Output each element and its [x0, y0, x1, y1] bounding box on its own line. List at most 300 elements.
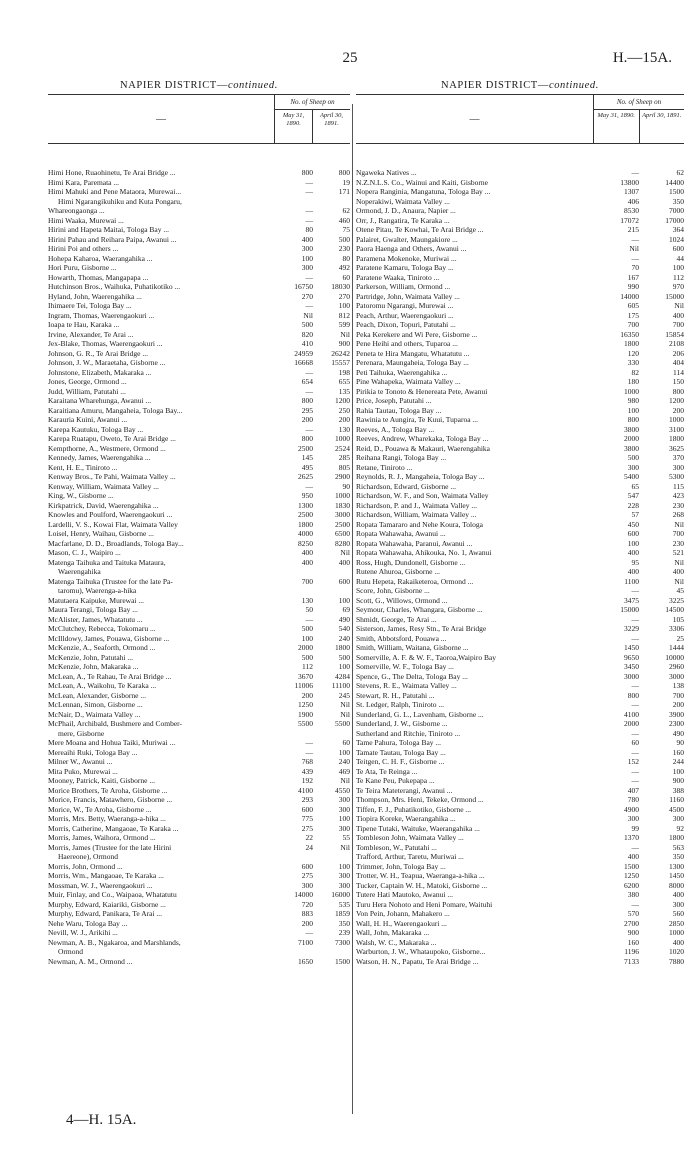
table-row [356, 700, 684, 710]
table-row [356, 263, 684, 273]
sheep-1891 [313, 852, 350, 862]
left-table-body [48, 168, 350, 966]
table-row [356, 567, 684, 577]
sheep-1891: 11100 [331, 681, 350, 690]
owner-name: Somerville, A. F. & W. F., Taoroa,Waipiro Bay [356, 652, 497, 662]
sheep-1890: — [305, 928, 313, 937]
sheep-1891: 5500 [335, 719, 350, 728]
owner-name: Watson, H. N., Papatu, Te Arai Bridge ... [356, 956, 479, 966]
table-row [356, 463, 684, 473]
owner-name: Johnson, G. R., Te Arai Bridge ... [48, 348, 148, 358]
owner-name: Kent, H. E., Tiniroto ... [48, 462, 118, 472]
table-row [48, 358, 350, 368]
sheep-1891: 3900 [669, 709, 684, 719]
sheep-1890: 1900 [298, 709, 313, 719]
sheep-1890: 1500 [624, 861, 639, 871]
owner-name: Ropata Wahawaha, Paranui, Awanui ... [356, 538, 473, 548]
sheep-1890: — [631, 253, 639, 263]
sheep-1890: 1196 [624, 947, 639, 956]
sheep-1891: 300 [338, 871, 350, 880]
sheep-1891: 6500 [335, 529, 350, 538]
sheep-1890: 700 [301, 576, 313, 586]
sheep-1891: 200 [672, 405, 684, 415]
owner-name: Nopera Ranginia, Mangatuna, Tologa Bay ... [356, 187, 491, 196]
sheep-1891: 1830 [335, 500, 350, 510]
table-row [48, 843, 350, 853]
sheep-1890: — [305, 481, 313, 491]
sheep-1890: 768 [301, 757, 313, 766]
sheep-1891: 90 [676, 738, 684, 747]
sheep-1890: 1250 [624, 871, 639, 880]
sheep-1891: Nil [340, 776, 350, 785]
owner-name: Tipene Tutaki, Waituke, Waerangahika ... [356, 823, 480, 833]
owner-name: McNair, D., Waimata Valley ... [48, 709, 141, 719]
table-row [48, 558, 350, 568]
sheep-1891: 1200 [335, 396, 350, 405]
table-row [356, 729, 684, 739]
sheep-1890: 100 [301, 633, 313, 643]
owner-name: Tiffen, F. J., Puhatikotiko, Gisborne ... [356, 804, 472, 814]
sheep-1891: 100 [338, 301, 350, 310]
sheep-1891: 1200 [669, 396, 684, 405]
owner-name: Judd, William, Patutahi ... [48, 386, 126, 396]
sheep-1890: 1800 [298, 519, 313, 529]
left-table-header [48, 94, 350, 144]
table-row [356, 710, 684, 720]
sheep-1890: — [305, 738, 313, 747]
sheep-1890: 2000 [624, 434, 639, 443]
owner-name: Morris, Mrs. Betty, Waeranga-a-hika ... [48, 814, 166, 823]
sheep-1890: — [305, 386, 313, 396]
sheep-1891: 230 [672, 538, 684, 548]
owner-name: Shmidt, George, Te Arai ... [356, 614, 437, 624]
sheep-1891: Nil [340, 700, 350, 709]
owner-name: St. Ledger, Ralph, Tiniroto ... [356, 700, 445, 709]
sheep-1890: 275 [301, 823, 313, 833]
owner-name: Macfarlane, D. D., Broadlands, Tologa Bay... [48, 538, 184, 548]
sheep-1890: 720 [301, 899, 313, 909]
owner-name: Loisel, Henry, Waihau, Gisborne ... [48, 529, 154, 538]
sheep-1891: 3000 [669, 671, 684, 681]
sheep-1890: 2000 [624, 719, 639, 728]
owner-name: Mereaihi Ruki, Tologa Bay ... [48, 747, 138, 757]
sheep-1891: 115 [673, 481, 684, 491]
sheep-1890: — [305, 614, 313, 624]
owner-name: Murphy, Edward, Panikara, Te Arai ... [48, 909, 163, 918]
table-row [48, 425, 350, 435]
sheep-1890: 2500 [298, 510, 313, 519]
sheep-1891: 350 [338, 918, 350, 928]
sheep-1891: 200 [338, 415, 350, 424]
owner-name: Seymour, Charles, Whangara, Gisborne ... [356, 605, 483, 614]
table-row [356, 244, 684, 254]
sheep-1890: — [631, 586, 639, 595]
sheep-1890: 293 [301, 795, 313, 804]
sheep-1890: 14000 [620, 291, 639, 301]
left-name-column-header: — [156, 113, 166, 125]
sheep-1890: 330 [627, 358, 639, 367]
sheep-1891: 2960 [669, 662, 684, 671]
table-row [356, 415, 684, 425]
table-row [48, 710, 350, 720]
owner-name: Tiopira Koreke, Waerangahika ... [356, 814, 456, 823]
owner-name: Morris, James (Trustee for the late Hirini [48, 842, 172, 852]
sheep-1891: 4550 [335, 785, 350, 795]
sheep-1890: 406 [627, 196, 639, 206]
sheep-1891: 1000 [669, 415, 684, 424]
owner-name: Morice Brothers, Te Aroha, Gisborne ... [48, 785, 168, 795]
owner-name: Price, Joseph, Patutahi ... [356, 396, 432, 405]
sheep-1890: — [631, 234, 639, 244]
sheep-1890: — [631, 700, 639, 709]
owner-name: Reynolds, R. J., Mangaheia, Tologa Bay ... [356, 472, 485, 481]
sheep-1890: 50 [305, 605, 313, 614]
owner-name: Karaitana Wharehunga, Awanui ... [48, 396, 152, 405]
sheep-1890: 1370 [624, 833, 639, 842]
sheep-1890: — [305, 177, 313, 187]
table-row [356, 235, 684, 245]
owner-name: Karaitiana Amuru, Mangaheia, Tologa Bay... [48, 405, 183, 415]
sheep-1890: 15000 [620, 605, 639, 614]
table-row [356, 349, 684, 359]
table-row [356, 216, 684, 226]
sheep-1891: 18030 [331, 282, 350, 291]
sheep-1890: — [305, 747, 313, 757]
left-date-1891: April 30, 1891. [312, 110, 350, 143]
sheep-1891: 1500 [669, 187, 684, 196]
owner-name: Mita Puko, Murewai ... [48, 766, 118, 776]
table-row [48, 406, 350, 416]
sheep-1891: 240 [338, 633, 350, 643]
sheep-1891: 300 [672, 462, 684, 472]
table-row [356, 273, 684, 283]
owner-name: Partridge, John, Waimata Valley ... [356, 291, 460, 301]
sheep-1891: 563 [672, 842, 684, 852]
table-row [48, 738, 350, 748]
table-row [356, 168, 684, 178]
table-row [356, 776, 684, 786]
table-row [356, 330, 684, 340]
table-row [356, 406, 684, 416]
sheep-1891: 138 [672, 681, 684, 690]
table-row [356, 757, 684, 767]
sheep-1891: 600 [338, 576, 350, 586]
sheep-1890: 160 [627, 937, 639, 947]
sheep-1890: 14000 [294, 890, 313, 899]
sheep-1891 [313, 586, 350, 596]
sheep-1891: 540 [338, 624, 350, 633]
owner-name: Peach, Dixon, Topuri, Patutahi ... [356, 320, 456, 329]
owner-name: N.Z.N.L.S. Co., Wainui and Kaiti, Gisborne [356, 177, 488, 187]
owner-name: Ioapa te Hau, Karaka ... [48, 320, 120, 329]
owner-name: Ihimaere Tei, Tologa Bay ... [48, 301, 132, 310]
table-row [48, 928, 350, 938]
sheep-1890: 3229 [624, 624, 639, 633]
owner-name: Tame Pahura, Tologa Bay ... [356, 738, 442, 747]
sheep-1890: 8250 [298, 538, 313, 548]
sheep-1890: 4100 [298, 785, 313, 795]
sheep-1890: 175 [627, 310, 639, 320]
sheep-1891: 300 [672, 899, 684, 909]
owner-name: Kirkpatrick, David, Waerengahika ... [48, 500, 159, 510]
table-row [48, 909, 350, 919]
sheep-1891: 1450 [669, 871, 684, 880]
table-row [48, 368, 350, 378]
table-row [356, 197, 684, 207]
sheep-1891: 370 [672, 453, 684, 462]
owner-name: Newman, A. B., Ngakaroa, and Marshlands, [48, 937, 181, 947]
table-row [48, 900, 350, 910]
sheep-1890: — [631, 614, 639, 624]
sheep-1890: — [631, 633, 639, 643]
sheep-1891: Nil [340, 842, 350, 852]
owner-name: Mooney, Patrick, Kaiti, Gisborne ... [48, 776, 155, 785]
owner-name: Trotter, W. H., Teapua, Waeranga-a-hika ... [356, 871, 485, 880]
sheep-1890 [276, 852, 313, 862]
owner-name: Ross, Hugh, Dundonell, Gisborne ... [356, 557, 466, 567]
sheep-1891: 400 [672, 310, 684, 320]
sheep-1891: 492 [338, 263, 350, 272]
sheep-1891: 400 [672, 937, 684, 947]
sheep-1890: — [305, 206, 313, 215]
sheep-1891: 800 [338, 168, 350, 177]
table-row [356, 529, 684, 539]
owner-name: Haereone), Ormond [58, 852, 118, 861]
sheep-1891: 3625 [669, 443, 684, 453]
sheep-1891: 60 [342, 738, 350, 747]
table-row [48, 653, 350, 663]
sheep-1891: 1859 [335, 909, 350, 918]
table-row [48, 320, 350, 330]
owner-name: Ormond, J. D., Anaura, Napier ... [356, 206, 456, 215]
sheep-1890: 400 [627, 567, 639, 576]
owner-name: Johnstone, Elizabeth, Makaraka ... [48, 367, 152, 377]
sheep-1890: 380 [627, 890, 639, 899]
sheep-1891: 17000 [665, 215, 684, 225]
table-row [48, 225, 350, 235]
owner-name: Nehe Waru, Tologa Bay ... [48, 918, 128, 928]
sheep-1890: 775 [301, 814, 313, 823]
owner-name: Irvine, Alexander, Te Arai ... [48, 329, 134, 339]
sheep-1890: 60 [631, 738, 639, 747]
sheep-1890: 100 [301, 253, 313, 263]
sheep-1891: 805 [338, 462, 350, 472]
sheep-1890: 570 [627, 909, 639, 918]
sheep-1891: 200 [672, 700, 684, 709]
left-date-1890: May 31, 1890. [282, 112, 305, 127]
sheep-1890 [276, 729, 313, 739]
document-reference: H.—15A. [612, 50, 672, 66]
table-row [48, 795, 350, 805]
table-row [48, 586, 350, 596]
sheep-1890: 1250 [298, 700, 313, 709]
sheep-1890: 400 [301, 234, 313, 244]
table-row [356, 510, 684, 520]
owner-name: McAlister, James, Whatatutu ... [48, 614, 143, 624]
owner-name: Mason, C. J., Waipiro ... [48, 548, 121, 557]
sheep-1891: 1020 [669, 947, 684, 956]
owner-name: Stewart, R. H., Patutahi ... [356, 690, 435, 700]
owner-name: Paratene Waaka, Tiniroto ... [356, 272, 440, 282]
sheep-1891: 8000 [669, 880, 684, 890]
sheep-1891: 3000 [335, 510, 350, 519]
table-row [356, 881, 684, 891]
table-row [356, 938, 684, 948]
sheep-1890: 4000 [298, 529, 313, 538]
right-title-suffix: continued. [548, 80, 599, 91]
sheep-1891: 4500 [669, 804, 684, 814]
sheep-1890: 300 [301, 263, 313, 272]
sheep-1890: 70 [631, 263, 639, 272]
table-row [48, 216, 350, 226]
sheep-1890: 450 [627, 519, 639, 529]
sheep-1890: 2625 [298, 472, 313, 481]
sheep-1891: 100 [672, 263, 684, 272]
sheep-1890: — [631, 842, 639, 852]
sheep-1891: 10000 [665, 652, 684, 662]
sheep-1890: 16750 [294, 282, 313, 291]
table-row [356, 187, 684, 197]
owner-name: Pine Wahapeka, Waimata Valley ... [356, 377, 461, 386]
table-row [356, 928, 684, 938]
sheep-1890: 820 [301, 329, 313, 339]
owner-name: Himi Ngarangikuhiku and Kuta Pongaru, [58, 196, 182, 206]
sheep-1890: 112 [302, 662, 313, 671]
owner-name: mere, Gisborne [58, 728, 105, 738]
sheep-1890: 5500 [298, 719, 313, 728]
owner-name: Pirikia te Tonoto & Henereata Pete, Awanui [356, 386, 488, 396]
table-row [356, 909, 684, 919]
sheep-1890: 99 [631, 823, 639, 833]
sheep-1890: 215 [627, 225, 639, 234]
sheep-1891: 245 [338, 690, 350, 700]
owner-name: Morris, John, Ormond ... [48, 861, 123, 871]
owner-name: McLean, A., Te Rahau, Te Arai Bridge ... [48, 671, 172, 681]
table-row [356, 957, 684, 967]
owner-name: Otene Pitau, Te Kowhai, Te Arai Bridge ... [356, 225, 484, 234]
table-row [48, 748, 350, 758]
table-row [48, 539, 350, 549]
sheep-1891 [313, 947, 350, 957]
sheep-1891: 1000 [335, 491, 350, 500]
sheep-1890: 3475 [624, 595, 639, 605]
sheep-1891: 560 [672, 909, 684, 918]
sheep-1890: — [631, 681, 639, 690]
table-row [356, 843, 684, 853]
table-row [356, 586, 684, 596]
table-row [48, 881, 350, 891]
sheep-1891: 400 [672, 567, 684, 576]
owner-name: Peka Kerekere and Wi Pere, Gisborne ... [356, 329, 478, 339]
table-row [48, 919, 350, 929]
owner-name: Morice, Francis, Matawhero, Gisborne ... [48, 795, 173, 804]
sheep-1890: 980 [627, 396, 639, 405]
owner-name: Spence, G., The Delta, Tologa Bay ... [356, 671, 468, 681]
sheep-1891: 350 [672, 196, 684, 206]
sheep-1891: 100 [338, 861, 350, 871]
owner-name: Richardson, W. F., and Son, Waimata Valley [356, 491, 489, 500]
sheep-1891: 4284 [335, 671, 350, 681]
owner-name: Kenway, William, Waimata Valley ... [48, 481, 159, 491]
sheep-1890: 1000 [624, 386, 639, 396]
table-row [48, 187, 350, 197]
sheep-1890: 1100 [624, 576, 639, 586]
table-row [356, 833, 684, 843]
table-row [48, 472, 350, 482]
table-row [48, 814, 350, 824]
sheep-1891: 8280 [335, 538, 350, 548]
table-row [48, 377, 350, 387]
owner-name: Paramena Mokenoke, Muriwai ... [356, 253, 457, 263]
table-row [48, 567, 350, 577]
table-row [48, 852, 350, 862]
left-title-suffix: continued. [227, 80, 278, 91]
sheep-1891: 75 [342, 225, 350, 234]
owner-name: Sunderland, G. L., Lavenham, Gisborne ... [356, 709, 484, 719]
sheep-1891: 105 [672, 614, 684, 624]
sheep-1891: 244 [672, 757, 684, 766]
sheep-1891: 3306 [669, 624, 684, 633]
sheep-1891: 240 [338, 757, 350, 766]
sheep-1890: 95 [631, 557, 639, 567]
sheep-1891 [313, 567, 350, 577]
sheep-1890: 8530 [624, 206, 639, 215]
table-row [48, 824, 350, 834]
sheep-1890: 228 [627, 500, 639, 510]
right-sheep-header [593, 95, 684, 143]
owner-name: Matenga Taihuka (Trustee for the late Pa- [48, 576, 173, 586]
sheep-1891: 14500 [665, 605, 684, 614]
left-sheep-header-label: No. of Sheep on [275, 95, 350, 110]
sheep-1891: 15854 [665, 329, 684, 339]
sheep-1890: — [631, 766, 639, 776]
owner-name: Wall, H. H., Waerengaokuri ... [356, 918, 447, 928]
owner-name: Rawinia te Aungira, Te Kuui, Tuparoa ... [356, 415, 479, 424]
sheep-1891: 1500 [335, 956, 350, 966]
sheep-1890: 439 [301, 766, 313, 776]
sheep-1891: 2524 [335, 443, 350, 453]
owner-name: Reeves, Andrew, Wharekaka, Tologa Bay ... [356, 434, 489, 443]
table-row [48, 529, 350, 539]
table-row [356, 472, 684, 482]
table-row [48, 387, 350, 397]
sheep-1891: 490 [338, 614, 350, 624]
owner-name: Jones, George, Ormond ... [48, 377, 127, 386]
owner-name: Te Teira Mateterangi, Awanui ... [356, 785, 453, 795]
table-row [48, 615, 350, 625]
sheep-1891: 1800 [669, 434, 684, 443]
left-title-text: NAPIER DISTRICT— [120, 80, 228, 91]
sheep-1891: 300 [338, 804, 350, 814]
sheep-1891: 5300 [669, 472, 684, 481]
sheep-1890: — [631, 747, 639, 757]
table-row [48, 301, 350, 311]
sheep-1891: 69 [342, 605, 350, 614]
sheep-1890: 2500 [298, 443, 313, 453]
sheep-1891: 15557 [331, 358, 350, 367]
sheep-1891: 535 [338, 899, 350, 909]
left-sheep-header [274, 95, 350, 143]
sheep-1890: — [631, 728, 639, 738]
sheep-1890: 145 [301, 453, 313, 462]
sheep-1890: 500 [301, 320, 313, 329]
sheep-1891: 7300 [335, 937, 350, 947]
table-row [356, 805, 684, 815]
table-row [356, 824, 684, 834]
sheep-1891: 300 [338, 823, 350, 833]
sheep-1890: 600 [627, 529, 639, 538]
table-row [356, 292, 684, 302]
